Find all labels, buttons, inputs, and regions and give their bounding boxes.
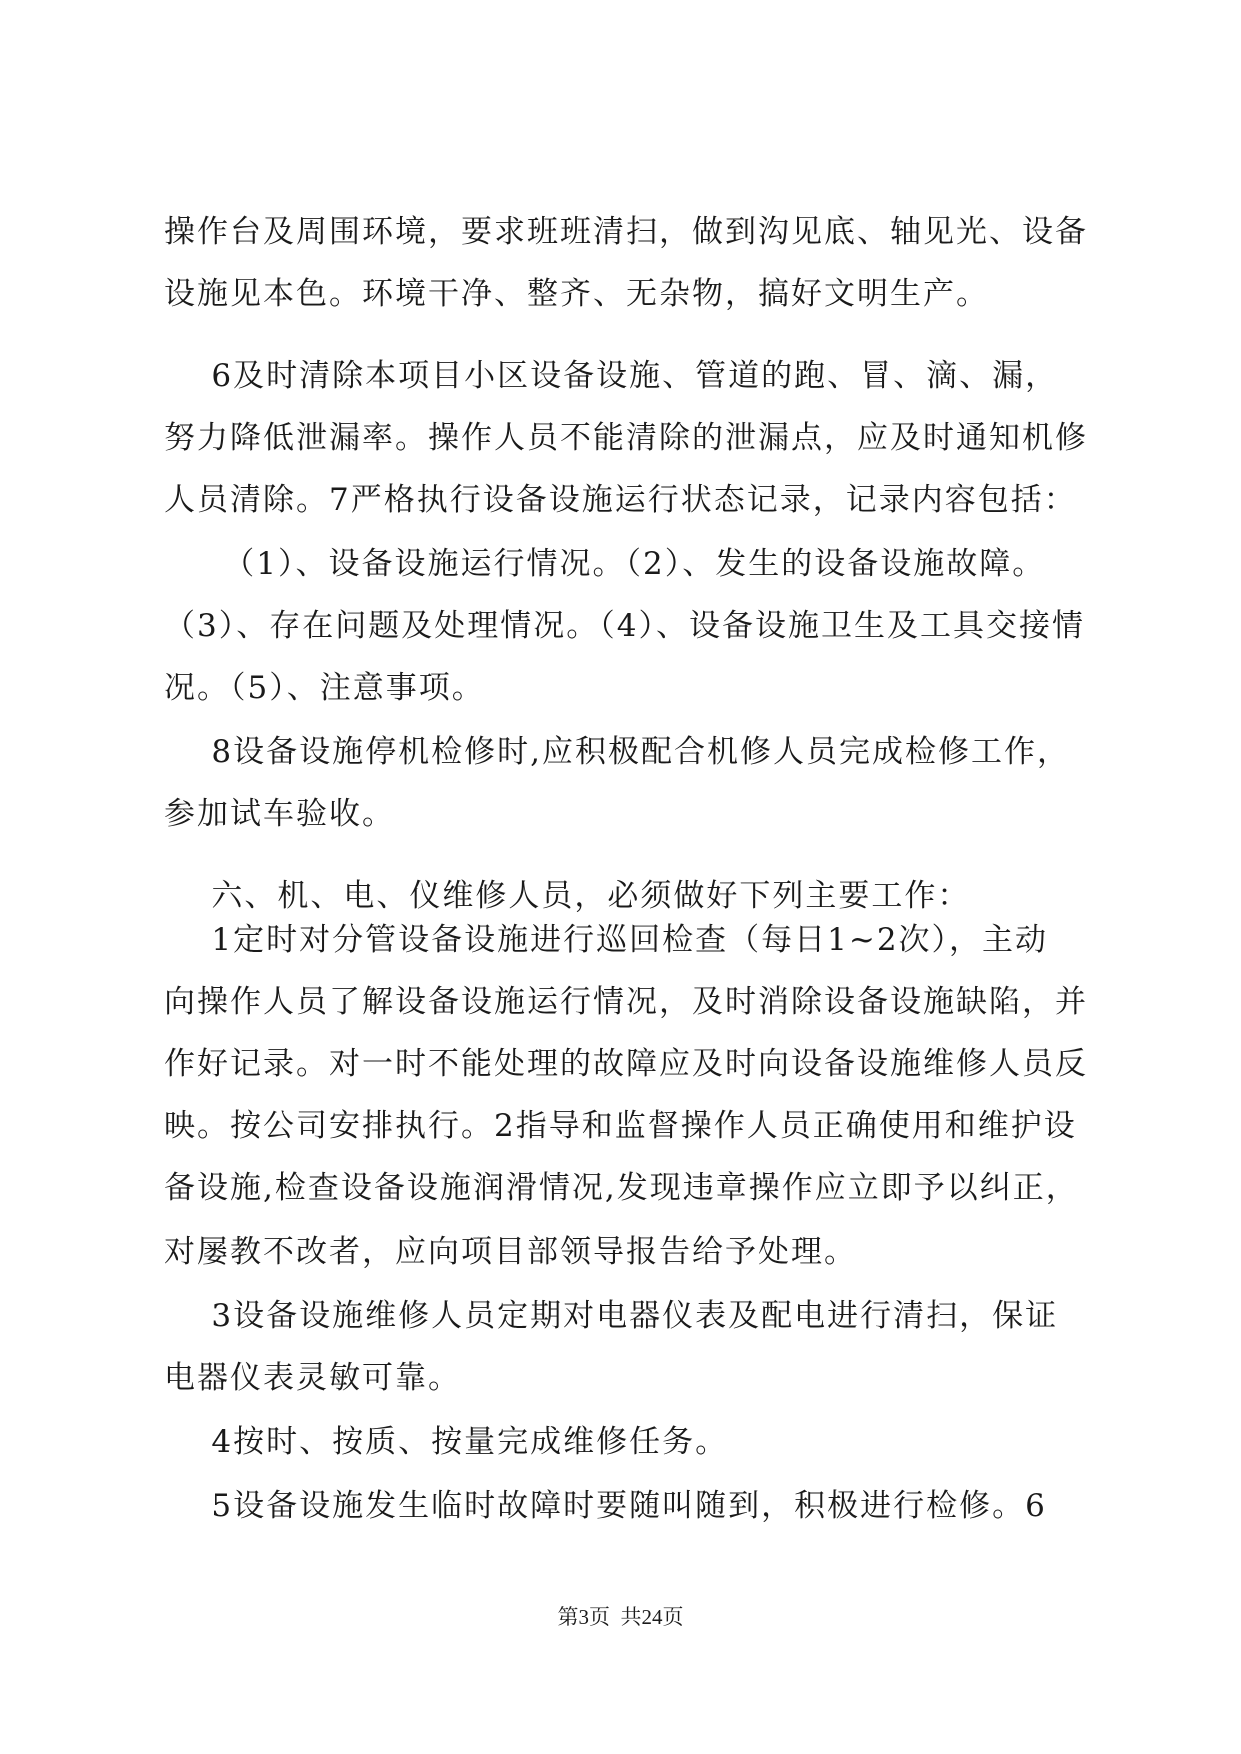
text-line: 备设施,检查设备设施润滑情况,发现违章操作应立即予以纠正， [164,1170,1079,1206]
text-line: 1定时对分管设备设施进行巡回检查（每日1~2次），主动 [164,922,1049,958]
text-line: 况。（5）、注意事项。 [164,670,485,706]
text-line: 电器仪表灵敏可靠。 [164,1360,461,1396]
text-line: 向操作人员了解设备设施运行情况，及时消除设备设施缺陷，并 [164,984,1088,1020]
text-line: 作好记录。对一时不能处理的故障应及时向设备设施维修人员反 [164,1046,1088,1082]
text-line: 对屡教不改者，应向项目部领导报告给予处理。 [164,1234,857,1270]
text-line: （3）、存在问题及处理情况。（4）、设备设施卫生及工具交接情 [164,608,1085,644]
text-line: 参加试车验收。 [164,796,395,832]
text-line: （1）、设备设施运行情况。（2）、发生的设备设施故障。 [164,546,1046,582]
page-number-footer: 第3页 共24页 [557,1605,684,1629]
text-line: 人员清除。7严格执行设备设施运行状态记录，记录内容包括： [164,482,1077,518]
text-line: 8设备设施停机检修时,应积极配合机修人员完成检修工作， [164,734,1070,770]
text-line: 5设备设施发生临时故障时要随叫随到，积极进行检修。6 [164,1488,1047,1524]
text-line: 设施见本色。环境干净、整齐、无杂物，搞好文明生产。 [164,276,989,312]
text-line: 6及时清除本项目小区设备设施、管道的跑、冒、滴、漏， [164,358,1059,394]
text-line: 3设备设施维修人员定期对电器仪表及配电进行清扫，保证 [164,1298,1059,1334]
text-line: 4按时、按质、按量完成维修任务。 [164,1424,729,1460]
text-line: 努力降低泄漏率。操作人员不能清除的泄漏点，应及时通知机修 [164,420,1088,456]
text-line: 映。按公司安排执行。2指导和监督操作人员正确使用和维护设 [164,1108,1077,1144]
text-line: 六、机、电、仪维修人员，必须做好下列主要工作： [164,878,971,914]
text-line: 操作台及周围环境，要求班班清扫，做到沟见底、轴见光、设备 [164,214,1088,250]
